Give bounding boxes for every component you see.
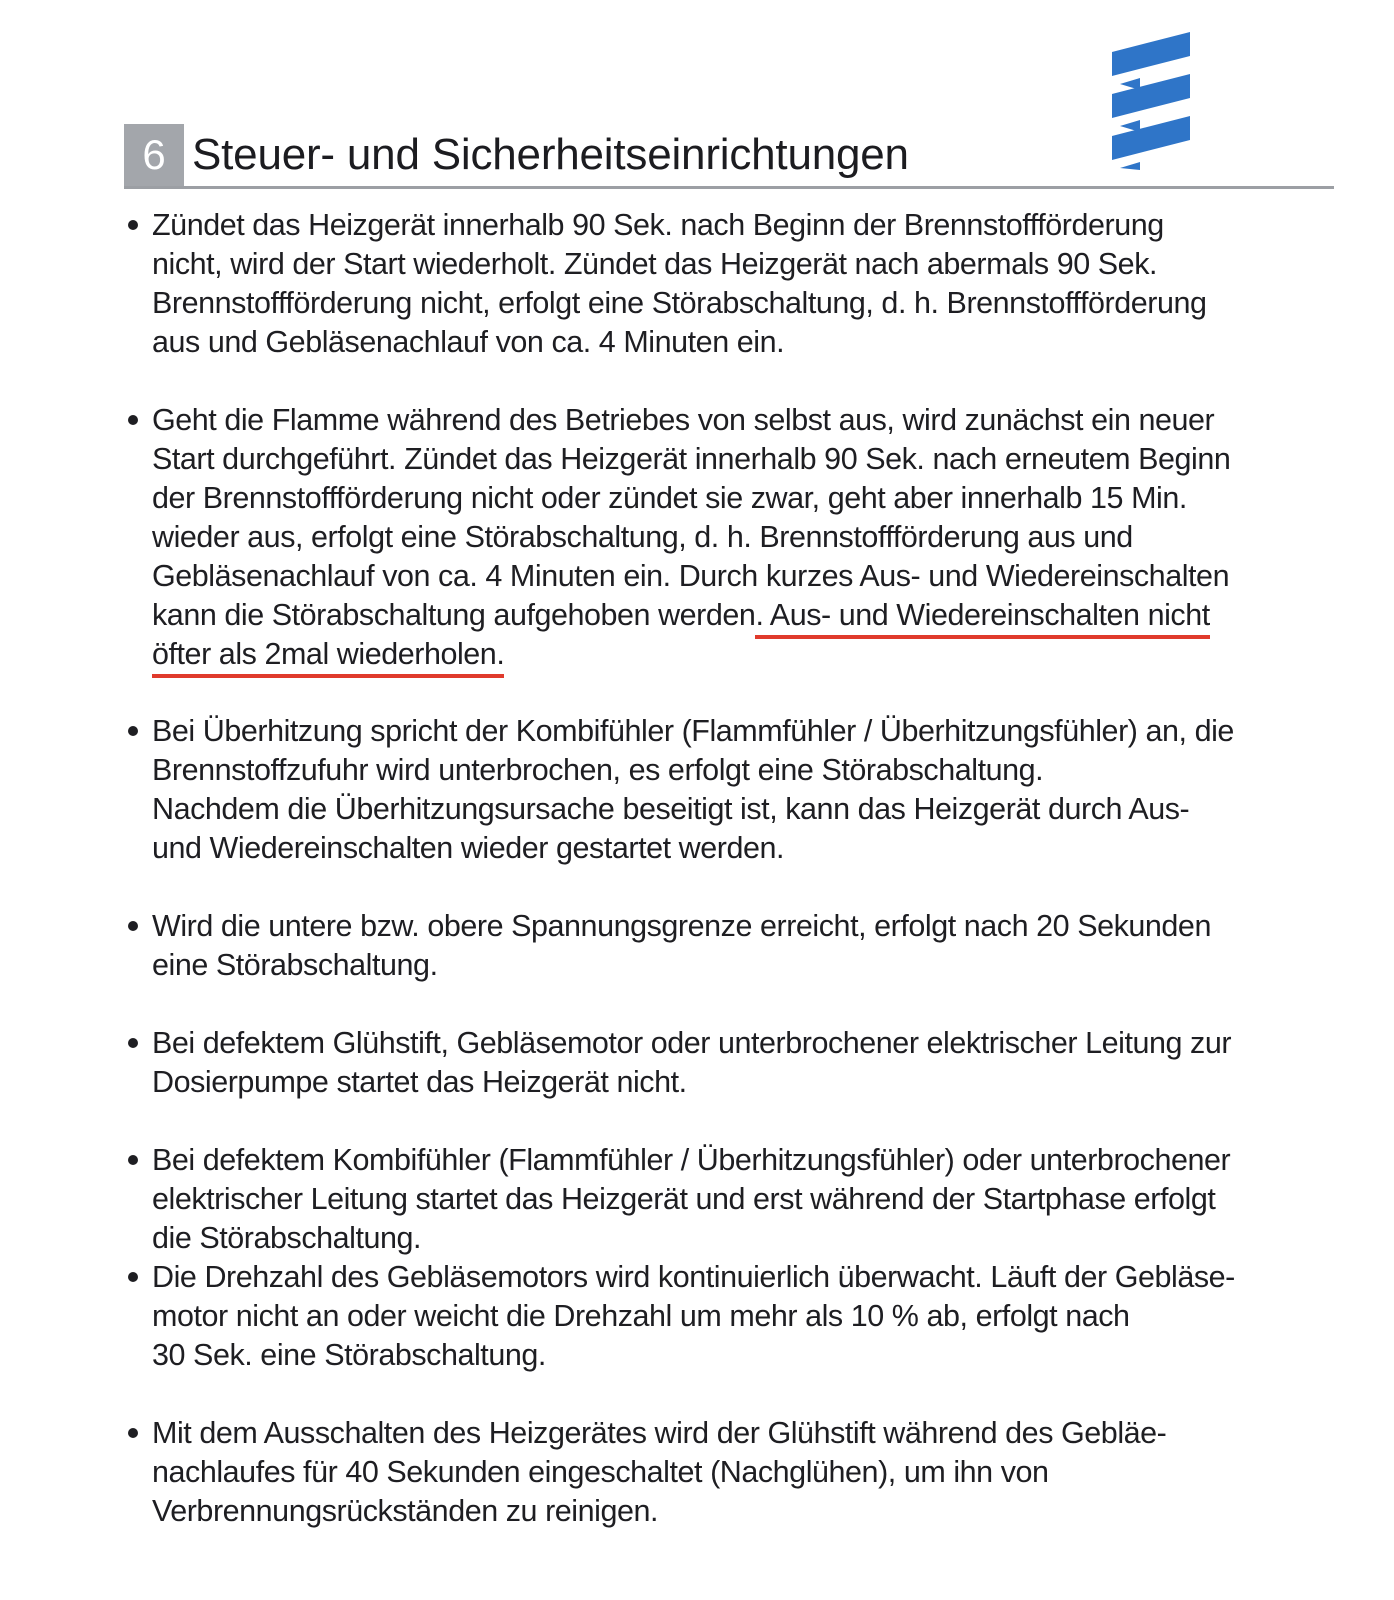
text-line: die Störabschaltung. xyxy=(152,1221,422,1255)
chapter-header xyxy=(124,124,1334,189)
text-line: nicht, wird der Start wiederholt. Zündet das Heizgerät nach abermals 90 Sek. xyxy=(152,247,1158,281)
page-title: Steuer- und Sicherheitseinrichtungen xyxy=(192,130,909,179)
chapter-number: 6 xyxy=(124,124,184,186)
bullet-icon xyxy=(128,415,138,425)
text-line: elektrischer Leitung startet das Heizgerät und erst während der Startphase erfolgt xyxy=(152,1182,1216,1216)
text-line xyxy=(152,595,1210,635)
text-line: der Brennstoffförderung nicht oder zündet sie zwar, geht aber innerhalb 15 Min. xyxy=(152,481,1187,515)
highlighted-warning: öfter als 2mal wiederholen. xyxy=(152,637,504,678)
text-line: Mit dem Ausschalten des Heizgerätes wird der Glühstift während des Gebläe- xyxy=(152,1416,1167,1450)
text-line: Zündet das Heizgerät innerhalb 90 Sek. nach Beginn der Brennstoffförderung xyxy=(152,208,1164,242)
text-line: Nachdem die Überhitzungsursache beseitigt ist, kann das Heizgerät durch Aus- xyxy=(152,792,1190,826)
text-line: Geht die Flamme während des Betriebes von selbst aus, wird zunächst ein neuer xyxy=(152,403,1215,437)
bullet-icon xyxy=(128,1155,138,1165)
text-segment: kann die Störabschaltung aufgehoben werden xyxy=(152,598,756,632)
bullet-icon xyxy=(128,1272,138,1282)
text-line: Brennstoffzufuhr wird unterbrochen, es erfolgt eine Störabschaltung. xyxy=(152,753,1044,787)
text-line: Start durchgeführt. Zündet das Heizgerät innerhalb 90 Sek. nach erneutem Beginn xyxy=(152,442,1231,476)
text-line: wieder aus, erfolgt eine Störabschaltung, d. h. Brennstoffförderung aus und xyxy=(152,520,1133,554)
text-line: 30 Sek. eine Störabschaltung. xyxy=(152,1338,546,1372)
text-line: Brennstoffförderung nicht, erfolgt eine Störabschaltung, d. h. Brennstoffförderung xyxy=(152,286,1207,320)
text-line xyxy=(152,634,504,674)
bullet-icon xyxy=(128,1428,138,1438)
text-line: Verbrennungsrückständen zu reinigen. xyxy=(152,1494,659,1528)
text-line: Gebläsenachlauf von ca. 4 Minuten ein. Durch kurzes Aus- und Wiedereinschalten xyxy=(152,559,1230,593)
bullet-icon xyxy=(128,921,138,931)
text-line: Dosierpumpe startet das Heizgerät nicht. xyxy=(152,1065,687,1099)
text-line: und Wiedereinschalten wieder gestartet werden. xyxy=(152,831,785,865)
highlighted-warning: . Aus- und Wiedereinschalten nicht xyxy=(755,598,1209,639)
text-line: nachlaufes für 40 Sekunden eingeschaltet (Nachglühen), um ihn von xyxy=(152,1455,1049,1489)
text-line: Wird die untere bzw. obere Spannungsgrenze erreicht, erfolgt nach 20 Sekunden xyxy=(152,909,1211,943)
text-line: eine Störabschaltung. xyxy=(152,948,438,982)
bullet-icon xyxy=(128,726,138,736)
text-line: Bei defektem Kombifühler (Flammfühler / Überhitzungsfühler) oder unterbrochener xyxy=(152,1143,1231,1177)
bullet-icon xyxy=(128,220,138,230)
text-line: Bei Überhitzung spricht der Kombifühler (Flammfühler / Überhitzungsfühler) an, die xyxy=(152,714,1234,748)
text-line: motor nicht an oder weicht die Drehzahl um mehr als 10 % ab, erfolgt nach xyxy=(152,1299,1130,1333)
text-line: aus und Gebläsenachlauf von ca. 4 Minuten ein. xyxy=(152,325,785,359)
bullet-icon xyxy=(128,1038,138,1048)
text-line: Bei defektem Glühstift, Gebläsemotor oder unterbrochener elektrischer Leitung zur xyxy=(152,1026,1232,1060)
text-line: Die Drehzahl des Gebläsemotors wird kontinuierlich überwacht. Läuft der Gebläse- xyxy=(152,1260,1235,1294)
